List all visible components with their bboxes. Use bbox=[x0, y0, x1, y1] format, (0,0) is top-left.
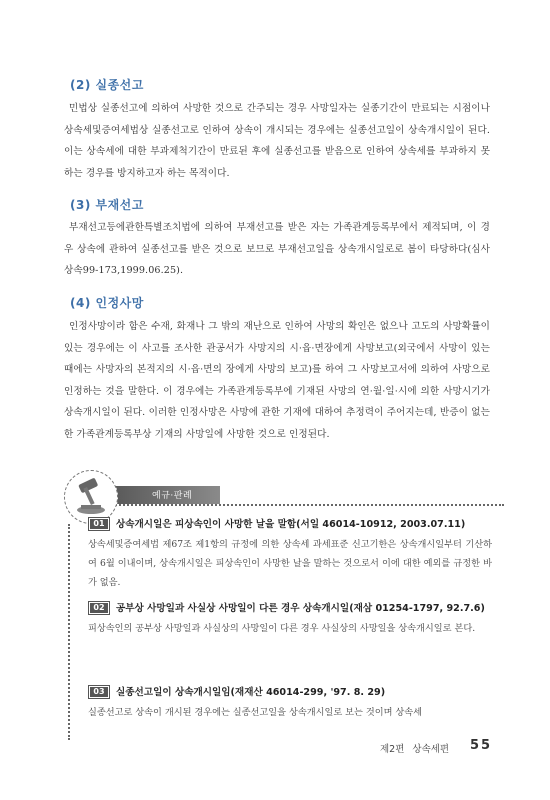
case-number-badge: 02 bbox=[88, 601, 110, 615]
section-title-absence-declaration: (3) 부재선고 bbox=[70, 198, 144, 212]
case-body: 피상속인의 공부상 사망일과 사실상의 사망일이 다른 경우 사실상의 사망일을 상속개시일로 본다. bbox=[88, 623, 476, 634]
rulings-tag-label: 예규·판례 bbox=[152, 491, 193, 501]
section-paragraph-absence-declaration: 부재선고등에관한특별조치법에 의하여 부재선고를 받은 자는 가족관계등록부에서 제적되며, 이 경우 상속에 관하여 실종선고를 받은 것으로 보므로 부재선고일을 상속개시일로로 봄이 타당하다(심사상속99-173,1999.06.25). bbox=[64, 222, 490, 276]
ruling-case bbox=[88, 600, 492, 638]
case-number-badge: 03 bbox=[88, 685, 110, 699]
section-title-recognized-death: (4) 인정사망 bbox=[70, 296, 144, 310]
case-heading: 상속개시일은 피상속인이 사망한 날을 말함(서일 46014-10912, 2003.07.11) bbox=[116, 519, 466, 530]
section-paragraph-missing-declaration: 민법상 실종선고에 의하여 사망한 것으로 간주되는 경우 사망일자는 실종기간이 만료되는 시점이나 상속세및증여세법상 실종선고로 인하여 상속이 개시되는 경우에는 실종선고일이 상속개시일이 된다. 이는 상속세에 대한 부과제척기간이 만료된 후에 실종선고를 받음으로 인하여 상속세를 부과하지 못하는 경우를 방지하고자 하는 목적이다. bbox=[64, 103, 490, 179]
case-number-badge: 01 bbox=[88, 517, 110, 531]
section-title-missing-declaration: (2) 실종선고 bbox=[70, 78, 144, 92]
rulings-dotted-line bbox=[68, 524, 70, 740]
case-body: 상속세및증여세법 제67조 제1항의 규정에 의한 상속세 과세표준 신고기한은 상속개시일부터 기산하여 6월 이내이며, 상속개시일은 피상속인이 사망한 날을 말하는 것으로서 이에 대한 예외를 규정한 바가 없음. bbox=[88, 539, 492, 588]
case-body: 실종선고로 상속이 개시된 경우에는 실종선고일을 상속개시일로 보는 것이며 상속세 bbox=[88, 707, 422, 718]
page-footer bbox=[380, 741, 449, 755]
ruling-case bbox=[88, 684, 492, 722]
case-heading: 공부상 사망일과 사실상 사망일이 다른 경우 상속개시일(재삼 01254-1797, 92.7.6) bbox=[116, 603, 485, 614]
page-number: 55 bbox=[470, 738, 493, 753]
footer-part: 제2편 bbox=[380, 744, 405, 755]
section-paragraph-recognized-death: 인정사망이라 함은 수재, 화재나 그 밖의 재난으로 인하여 사망의 확인은 없으나 고도의 사망확률이 있는 경우에는 이 사고를 조사한 관공서가 사망지의 시·읍·면장에게 사망보고(외국에서 사망이 있는 때에는 사망자의 본적지의 시·읍·면의 장에게 사망의 보고)를 하여 그 사망보고서에 의하여 사망으로 인정하는 것을 말한다. 이 경우에는 가족관계등록부에 기재된 사망의 연·월·일·시에 의한 사망시기가 상속개시일이 된다. 이러한 인정사망은 사망에 관한 기재에 대하여 추정력이 주어지는데, 반증이 없는 한 가족관계등록부상 기재의 사망일에 사망한 것으로 인정된다. bbox=[64, 321, 490, 440]
case-heading: 실종선고일이 상속개시일임(재재산 46014-299, '97. 8. 29) bbox=[116, 687, 386, 698]
rulings-box bbox=[64, 470, 504, 740]
footer-chapter: 상속세편 bbox=[412, 744, 450, 755]
rulings-tag-bar bbox=[104, 486, 504, 506]
ruling-case bbox=[88, 516, 492, 592]
